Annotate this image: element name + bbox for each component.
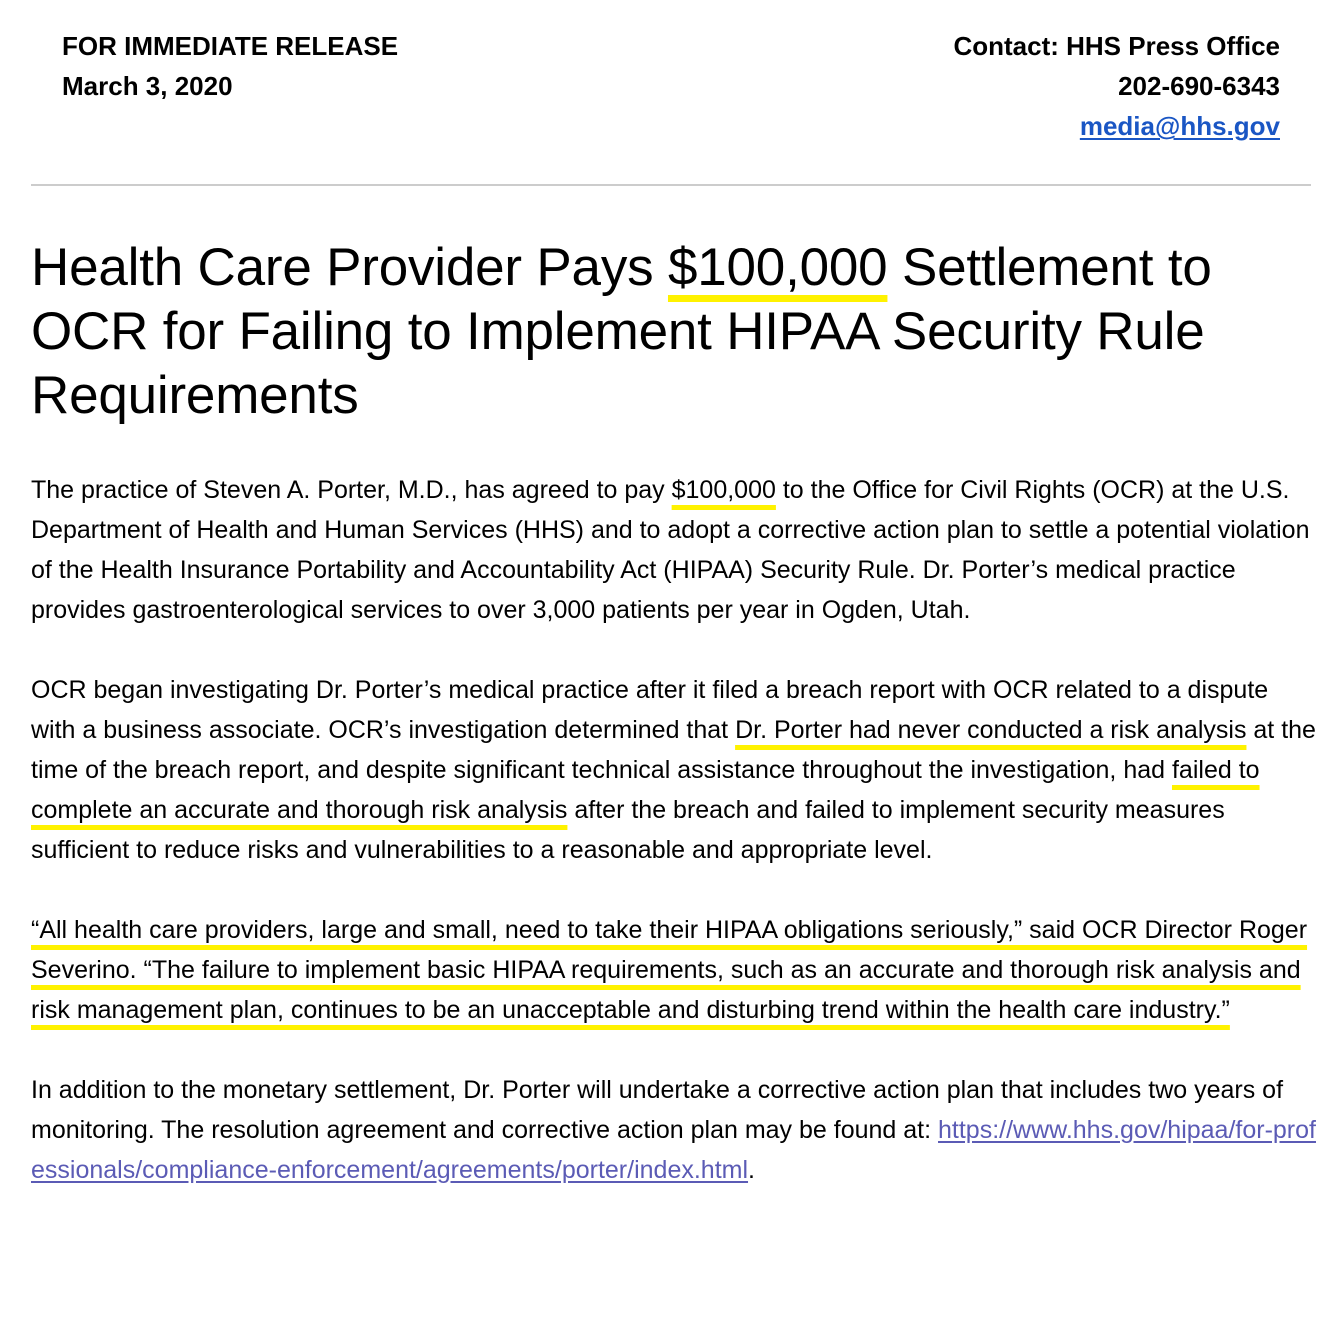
title-text-start: Health Care Provider Pays xyxy=(31,238,668,297)
contact-info xyxy=(953,26,1280,146)
header-divider xyxy=(31,184,1311,186)
p4-text: In addition to the monetary settlement, Dr. Porter will undertake a corrective action plan that includes two years of monitoring. The resolution agreement and corrective action plan may be found at: xyxy=(31,1076,1284,1144)
p2-highlight-failed-analysis: failed to complete an accurate and thorough risk analysis xyxy=(31,756,1260,824)
paragraph-corrective-action xyxy=(31,1070,1316,1190)
contact-email-link[interactable]: media@hhs.gov xyxy=(1079,111,1280,141)
p2-highlight-risk-analysis: Dr. Porter had never conducted a risk analysis xyxy=(735,716,1247,744)
paragraph-settlement xyxy=(31,470,1316,630)
p1-amount-highlight: $100,000 xyxy=(671,476,776,504)
contact-phone: 202-690-6343 xyxy=(1118,71,1280,101)
p4-text-end: . xyxy=(748,1156,755,1184)
title-text-end: Settlement to OCR for Failing to Implement HIPAA Security Rule Requirements xyxy=(31,238,1212,425)
p2-text-start: OCR began investigating Dr. Porter’s medical practice after it filed a breach report with OCR related to a dispute with a business associate. OCR’s investigation determined that xyxy=(31,676,1269,744)
contact-label: Contact: HHS Press Office xyxy=(953,31,1280,61)
release-date: March 3, 2020 xyxy=(62,71,233,101)
p1-text-start: The practice of Steven A. Porter, M.D., has agreed to pay xyxy=(31,476,672,504)
paragraph-investigation xyxy=(31,670,1316,870)
release-info xyxy=(62,26,398,106)
p2-text-end: after the breach and failed to implement security measures sufficient to reduce risks and vulnerabilities to a reasonable and appropriate level. xyxy=(31,796,1225,864)
release-label: FOR IMMEDIATE RELEASE xyxy=(62,31,399,61)
title-amount-highlight: $100,000 xyxy=(667,238,888,297)
article-body xyxy=(31,470,1316,1230)
paragraph-director-quote xyxy=(31,910,1316,1030)
p2-text-middle: at the time of the breach report, and despite significant technical assistance throughout the investigation, had xyxy=(31,716,1316,784)
agreement-link[interactable]: https://www.hhs.gov/hipaa/for-professionals/compliance-enforcement/agreements/porter/index.html xyxy=(31,1116,1316,1184)
p1-text-end: to the Office for Civil Rights (OCR) at the U.S. Department of Health and Human Services (HHS) and to adopt a corrective action plan to settle a potential violation of the Health Insurance Portability and Accountability Act (HIPAA) Security Rule. Dr. Porter’s medical practice provides gastroenterological services to over 3,000 patients per year in Ogden, Utah. xyxy=(31,476,1310,624)
contact-email-line xyxy=(953,106,1280,146)
page-title xyxy=(31,236,1321,428)
quote-highlight: “All health care providers, large and small, need to take their HIPAA obligations seriously,” said OCR Director Roger Severino. “The failure to implement basic HIPAA requirements, such as an accurate and thorough risk analysis and risk management plan, continues to be an unacceptable and disturbing trend within the health care industry.” xyxy=(31,916,1308,1024)
press-release-header xyxy=(0,0,1340,186)
